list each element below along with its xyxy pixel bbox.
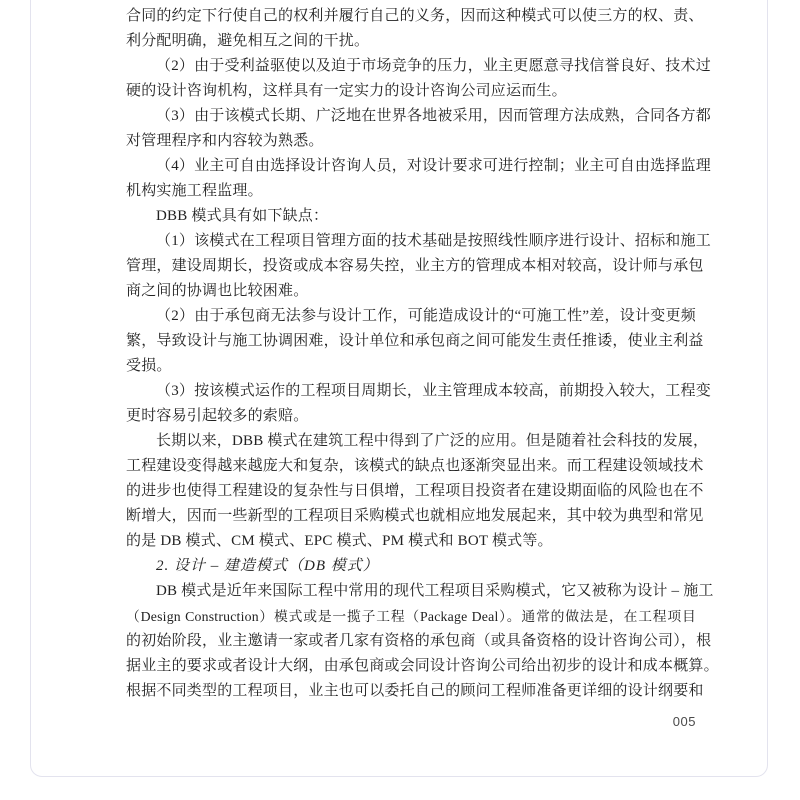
text-line: 硬的设计咨询机构，这样具有一定实力的设计咨询公司应运而生。 <box>126 83 567 99</box>
text-line: 商之间的协调也比较困难。 <box>126 283 309 299</box>
text-line: （1）该模式在工程项目管理方面的技术基础是按照线性顺序进行设计、招标和施工 <box>156 233 711 249</box>
text-line: （2）由于承包商无法参与设计工作，可能造成设计的“可施工性”差，设计变更频 <box>156 308 696 324</box>
text-line: 的是 DB 模式、CM 模式、EPC 模式、PM 模式和 BOT 模式等。 <box>126 533 553 549</box>
page-card <box>30 0 768 777</box>
text-line: 的进步也使得工程建设的复杂性与日俱增，工程项目投资者在建设期面临的风险也在不 <box>126 483 704 499</box>
section-heading: 2. 设计 – 建造模式（DB 模式） <box>156 558 379 574</box>
page-number: 005 <box>672 714 696 729</box>
text-line: 受损。 <box>126 358 172 374</box>
text-line: 更时容易引起较多的索赔。 <box>126 408 309 424</box>
text-line: 繁，导致设计与施工协调困难，设计单位和承包商之间可能发生责任推诿，使业主利益 <box>126 333 704 349</box>
text-line: 据业主的要求或者设计大纲，由承包商或会同设计咨询公司给出初步的设计和成本概算。 <box>126 658 719 674</box>
page-text <box>126 4 719 704</box>
text-line: （2）由于受利益驱使以及迫于市场竞争的压力，业主更愿意寻找信誉良好、技术过 <box>156 58 711 74</box>
text-line: 合同的约定下行使自己的权利并履行自己的义务，因而这种模式可以使三方的权、责、 <box>126 8 704 24</box>
text-line: 长期以来，DBB 模式在建筑工程中得到了广泛的应用。但是随着社会科技的发展， <box>156 433 709 449</box>
text-line: 管理，建设周期长，投资或成本容易失控，业主方的管理成本相对较高，设计师与承包 <box>126 258 704 274</box>
text-line: DB 模式是近年来国际工程中常用的现代工程项目采购模式，它又被称为设计 – 施工 <box>156 583 714 599</box>
text-line: 利分配明确，避免相互之间的干扰。 <box>126 33 370 49</box>
text-line: 断增大，因而一些新型的工程项目采购模式也就相应地发展起来，其中较为典型和常见 <box>126 508 704 524</box>
text-line: 工程建设变得越来越庞大和复杂，该模式的缺点也逐渐突显出来。而工程建设领域技术 <box>126 458 704 474</box>
text-line: 根据不同类型的工程项目，业主也可以委托自己的顾问工程师准备更详细的设计纲要和 <box>126 683 704 699</box>
text-line: （Design Construction）模式或是一揽子工程（Package Deal）。通常的做法是，在工程项目 <box>126 609 696 624</box>
text-line: 的初始阶段，业主邀请一家或者几家有资格的承包商（或具备资格的设计咨询公司），根 <box>126 633 712 649</box>
text-line: （3）按该模式运作的工程项目周期长，业主管理成本较高，前期投入较大，工程变 <box>156 383 711 399</box>
text-line: （3）由于该模式长期、广泛地在世界各地被采用，因而管理方法成熟，合同各方都 <box>156 108 711 124</box>
text-line: 对管理程序和内容较为熟悉。 <box>126 133 324 149</box>
text-line: DBB 模式具有如下缺点： <box>156 208 329 224</box>
text-line: 机构实施工程监理。 <box>126 183 263 199</box>
text-line: （4）业主可自由选择设计咨询人员，对设计要求可进行控制；业主可自由选择监理 <box>156 158 711 174</box>
